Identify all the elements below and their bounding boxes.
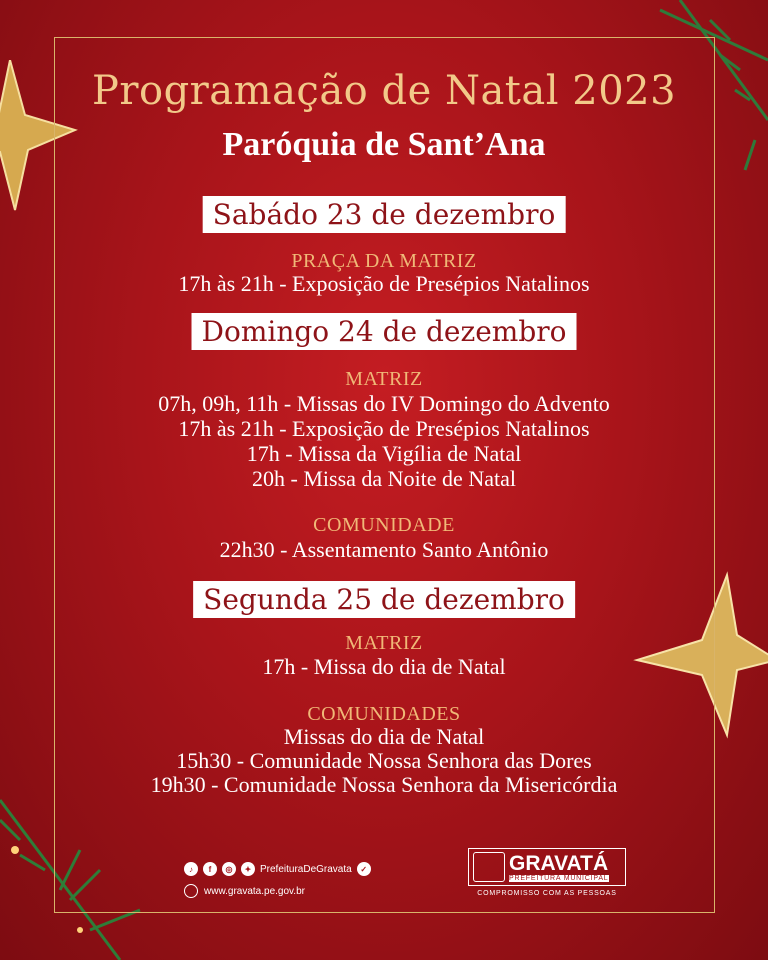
schedule-line: 17h - Missa do dia de Natal	[262, 654, 506, 679]
section-location: COMUNIDADE	[313, 514, 455, 536]
social-handle[interactable]: PrefeituraDeGravata	[260, 863, 352, 875]
schedule-line: 22h30 - Assentamento Santo Antônio	[219, 537, 549, 562]
social-footer	[184, 862, 371, 898]
section-location: MATRIZ	[345, 632, 423, 654]
logo-name: GRAVATÁ	[509, 851, 609, 875]
crest-icon	[473, 852, 505, 882]
facebook-icon[interactable]: f	[203, 862, 217, 876]
schedule-line: 07h, 09h, 11h - Missas do IV Domingo do Advento	[158, 391, 610, 416]
parish-subtitle: Paróquia de Sant’Ana	[222, 126, 546, 163]
schedule-line: 17h - Missa da Vigília de Natal	[246, 441, 522, 466]
schedule-line: Missas do dia de Natal	[283, 724, 485, 749]
schedule-line: 17h às 21h - Exposição de Presépios Natalinos	[178, 271, 590, 296]
page-title: Programação de Natal 2023	[91, 68, 677, 114]
website-link[interactable]: www.gravata.pe.gov.br	[204, 885, 305, 897]
schedule-line: 20h - Missa da Noite de Natal	[252, 466, 516, 491]
day-heading-monday: Segunda 25 de dezembro	[193, 581, 575, 618]
twitter-icon[interactable]: ✦	[241, 862, 255, 876]
globe-icon	[184, 884, 198, 898]
logo-subtitle: PREFEITURA MUNICIPAL	[509, 874, 609, 882]
logo-tagline: COMPROMISSO COM AS PESSOAS	[477, 890, 617, 897]
schedule-line: 19h30 - Comunidade Nossa Senhora da Misericórdia	[150, 772, 618, 797]
tiktok-icon[interactable]: ♪	[184, 862, 198, 876]
section-location: MATRIZ	[345, 368, 423, 390]
schedule-line: 17h às 21h - Exposição de Presépios Natalinos	[178, 416, 590, 441]
verified-icon: ✓	[357, 862, 371, 876]
schedule-line: 15h30 - Comunidade Nossa Senhora das Dores	[176, 748, 592, 773]
day-heading-saturday: Sabádo 23 de dezembro	[203, 196, 566, 233]
section-location: PRAÇA DA MATRIZ	[291, 250, 477, 272]
section-location: COMUNIDADES	[307, 703, 461, 725]
day-heading-sunday: Domingo 24 de dezembro	[192, 313, 577, 350]
gravata-logo	[468, 848, 626, 897]
instagram-icon[interactable]: ◎	[222, 862, 236, 876]
